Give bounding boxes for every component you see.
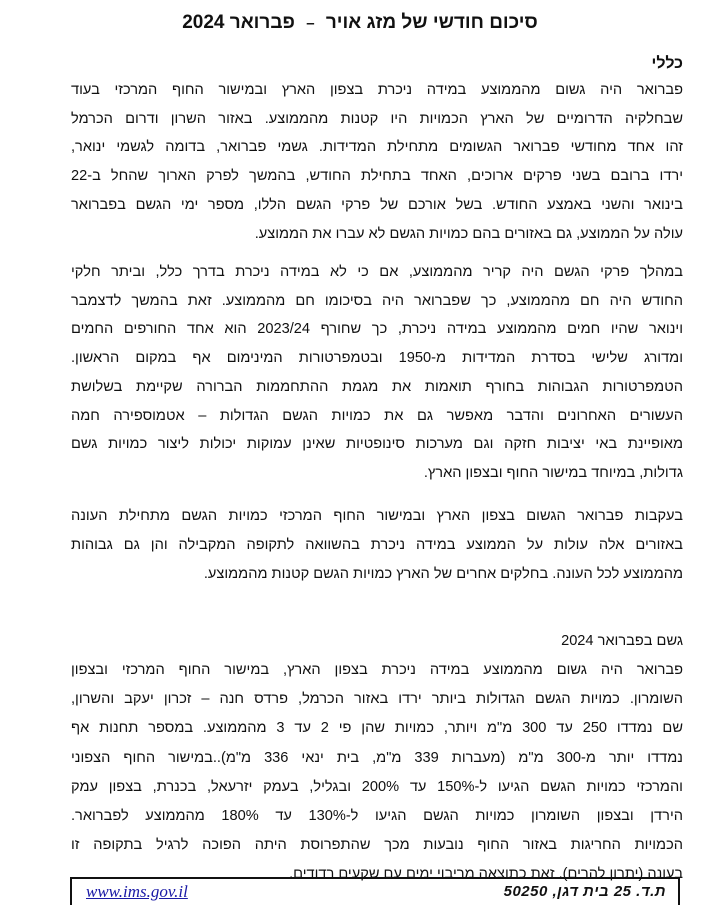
text-line: השומרון. כמויות הגשם הגדולות ביותר ירדו באזור הכרמל, פרדס חנה – זכרון יעקב והשרון, [71, 691, 683, 708]
text-line: הירדן ובצפון השומרון כמויות הגשם הגיעו ל-130% עד 180% מהממוצע לפברואר. [71, 808, 683, 825]
text-line: מאופיינת באי יציבות חזקה וגם מערכות סינופטיות שאינן עמוקות יכולות ליצור כמויות גשם [71, 436, 683, 453]
text-line: הטמפרטורות הגבוהות בחורף תואמות את מגמת ההתחממות הברורה שקיימת בשלושת [71, 378, 683, 395]
postal-address: ת.ד. 25 בית דגן, 50250 [503, 883, 666, 900]
text-line: בעונה (יתרון להרים). זאת כתוצאה מריבוי ימים עם שקעים רדודים. [289, 866, 683, 883]
text-line: שבחלקיה הדרומיים של הארץ הכמויות היו קטנות מהממוצע. באזור השרון ודרום הכרמל [71, 110, 683, 127]
rain-heading: גשם בפברואר 2024 [561, 633, 683, 649]
rain-paragraph [71, 656, 683, 890]
text-line: וינואר שהיו חמים מהממוצע במידה ניכרת, כך שחורף 2023/24 הוא אחד החורפים החמים [71, 321, 683, 338]
text-line: בינואר והשני באמצע החודש. בשל אורכם של פרקי הגשם הללו, מספר ימי הגשם בפברואר [71, 196, 683, 213]
general-paragraph-1 [71, 76, 683, 248]
text-line: שם נמדדו 250 עד 300 מ"מ ויותר, כמויות שהן פי 2 עד 3 מהממוצע. במספר תחנות אף [71, 720, 683, 737]
text-line: ירדו ברובם בשני פרקים ארוכים, האחד בתחילת החודש, בהמשך לפרק הארוך שהחל ב-22 [71, 168, 683, 185]
general-paragraph-2 [71, 258, 683, 488]
title-month: פברואר 2024 [182, 12, 295, 33]
text-line: והמרכזי כמויות הגשם הגיעו ל-150% עד 200% ובגליל, בעמק יזרעאל, בכנרת, בצפון עמק [71, 778, 683, 795]
text-line: הכמויות החריגות באזור החוף נובעות מכך שהתפרוסת היתה הפוכה לרגיל בתקופה זו [71, 837, 683, 854]
text-line: ומדורג שלישי בסדרת המדידות מ-1950 ובטמפרטורות המינימום אף במקום הראשון. [71, 350, 683, 367]
general-heading: כללי [651, 55, 683, 72]
text-line: במהלך פרקי הגשם היה קריר מהממוצע, אם כי לא במידה ניכרת בדרך כלל, וביתר חלקי [71, 264, 683, 280]
title-dash: – [306, 15, 315, 32]
text-line: החודש היה חם מהממוצע, כך שפברואר היה בסיכומו חם מהממוצע. זאת בהמשך לדצמבר [71, 292, 683, 309]
text-line: גדולות, במיוחד במישור החוף ובצפון הארץ. [423, 464, 683, 481]
text-line: פברואר היה גשום מהממוצע במידה ניכרת בצפון הארץ, במישור החוף המרכזי ובצפון [71, 662, 683, 678]
website-link[interactable]: www.ims.gov.il [86, 882, 188, 901]
text-line: באזורים אלה עולות על הממוצע במידה ניכרת בהשוואה לתקופה המקבילה והן גם גבוהות [71, 537, 683, 553]
text-line: עולה על הממוצע, גם באזורים בהם כמויות הגשם לא עברו את הממוצע. [254, 225, 683, 242]
document-title [0, 10, 720, 37]
text-line: בעקבות פברואר הגשום בצפון הארץ ובמישור החוף המרכזי כמויות הגשם מתחילת העונה [71, 508, 683, 524]
general-paragraph-3 [71, 502, 683, 589]
title-main: סיכום חודשי של מזג אויר [325, 12, 538, 33]
text-line: פברואר היה גשום מהממוצע במידה ניכרת בצפון הארץ ובמישור החוף המרכזי בעוד [71, 82, 683, 98]
text-line: זהו אחד מחודשי פברואר הגשומים מתחילת המדידות. גשמי פברואר, בדומה לגשמי ינואר, [71, 139, 683, 156]
text-line: העשורים האחרונים והדבר מאפשר גם את כמויות הגשם הגדולות – אטמוספירה חמה [71, 407, 683, 424]
text-line: נמדדו יותר מ-300 מ"מ (מעברות 339 מ"מ, בית ינאי 336 מ"מ)..במישור החוף הצפוני [71, 749, 683, 766]
text-line: מהממוצע לכל העונה. בחלקים אחרים של הארץ כמויות הגשם קטנות מהממוצע. [203, 566, 683, 582]
footer-bar [70, 877, 680, 905]
